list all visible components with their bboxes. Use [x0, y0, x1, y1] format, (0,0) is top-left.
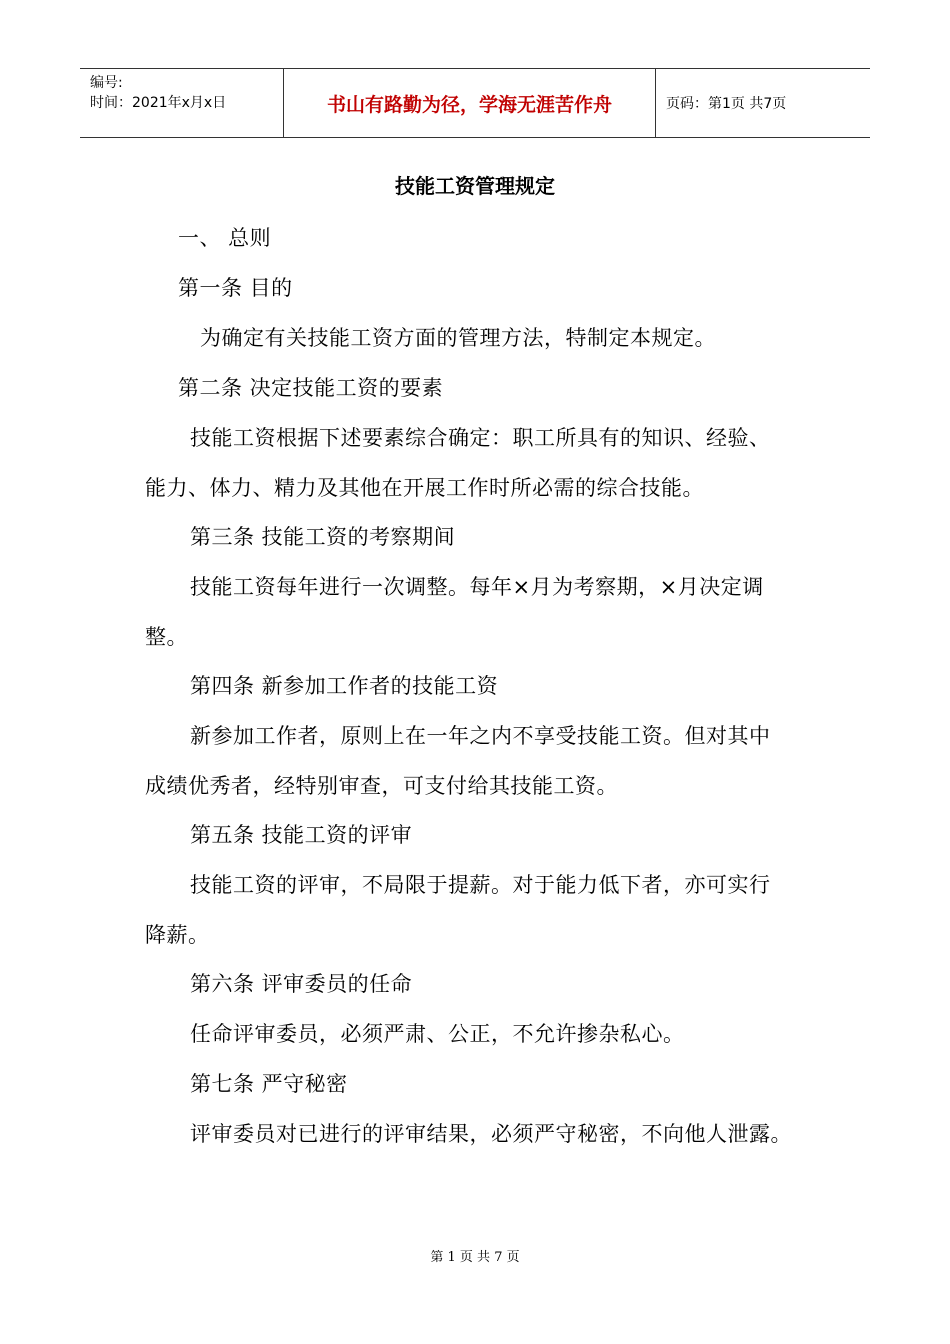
page-header: [80, 68, 870, 138]
article-heading: 第六条 评审委员的任命: [190, 972, 413, 996]
date-label: 时间：2021年x月x日: [90, 95, 227, 111]
paragraph-line: 能力、体力、精力及其他在开展工作时所必需的综合技能。: [145, 476, 704, 500]
header-meta: [80, 69, 283, 137]
document-title: 技能工资管理规定: [395, 174, 555, 198]
section-heading: 一、 总则: [178, 226, 272, 250]
article-heading: 第二条 决定技能工资的要素: [178, 376, 444, 400]
page-footer: 第 1 页 共 7 页: [430, 1250, 520, 1265]
article-heading: 第五条 技能工资的评审: [190, 823, 413, 847]
paragraph-line: 技能工资的评审，不局限于提薪。对于能力低下者，亦可实行: [190, 873, 771, 897]
paragraph-line: 整。: [145, 625, 188, 649]
header-motto: 书山有路勤为径，学海无涯苦作舟: [283, 69, 656, 137]
paragraph-line: 成绩优秀者，经特别审查，可支付给其技能工资。: [145, 774, 618, 798]
paragraph-line: 技能工资根据下述要素综合确定：职工所具有的知识、经验、: [190, 426, 771, 450]
paragraph-line: 降薪。: [145, 923, 210, 947]
paragraph-line: 为确定有关技能工资方面的管理方法，特制定本规定。: [200, 326, 716, 350]
number-label: 编号:: [90, 75, 123, 91]
article-heading: 第三条 技能工资的考察期间: [190, 525, 456, 549]
article-heading: 第七条 严守秘密: [190, 1072, 348, 1096]
paragraph-line: 技能工资每年进行一次调整。每年×月为考察期，×月决定调: [190, 575, 764, 599]
article-heading: 第四条 新参加工作者的技能工资: [190, 674, 499, 698]
paragraph-line: 任命评审委员，必须严肃、公正，不允许掺杂私心。: [190, 1022, 685, 1046]
paragraph-line: 新参加工作者，原则上在一年之内不享受技能工资。但对其中: [190, 724, 771, 748]
header-page-info: 页码：第1页 共7页: [666, 96, 787, 112]
paragraph-line: 评审委员对已进行的评审结果，必须严守秘密，不向他人泄露。: [190, 1122, 792, 1146]
article-heading: 第一条 目的: [178, 276, 293, 300]
